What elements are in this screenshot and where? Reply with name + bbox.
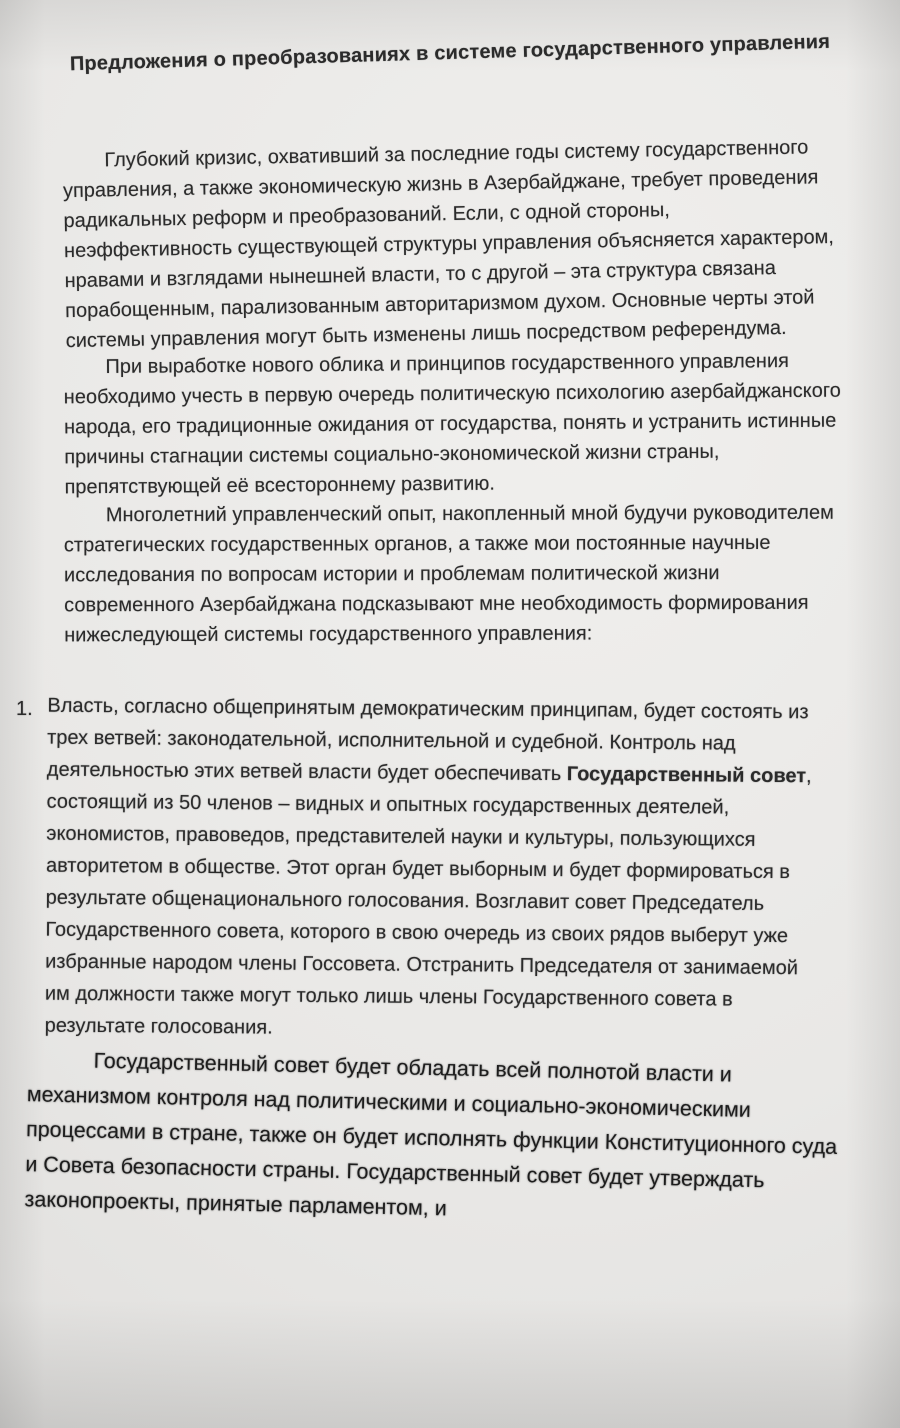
list-item-1	[16, 693, 900, 1226]
document-page	[0, 30, 900, 1226]
list-item-1-number: 1.	[16, 698, 33, 720]
paragraph-new-principles: При выработке нового облика и принципов государственного управления необходимо учесть в первую очередь политическую психологию азербайджанского народа, его традиционные ожидания от государства, понять и устранить истинные причины стагнации системы социально-экономической жизни страны, препятствующей её всестороннему развитию.	[63, 350, 841, 499]
state-council-bold-term: Государственный совет	[566, 763, 807, 788]
list-item-1-continuation: Государственный совет будет обладать всей полнотой власти и механизмом контроля над политическими и социально-экономическими процессами в стране, также он будет исполнять функции Конституционного суда и Совета безопасности страны. Государственный совет будет утверждать законопроекты, принятые парламентом, и	[24, 1048, 838, 1221]
list-item-1-text-tail: , состоящий из 50 членов – видных и опытных государственных деятелей, экономистов, правоведов, представителей науки и культуры, пользующихся авторитетом в обществе. Этот орган будет выборным и будет формироваться в результате общенационального голосования. Возглавит совет Председатель Государственного совета, которого в свою очередь из своих рядов выберут уже избранные народом члены Госсовета. Отстранить Председателя от занимаемой им должности также могут только лишь члены Государственного совета в результате голосования.	[44, 765, 812, 1039]
list-item-1-text	[44, 690, 823, 1049]
paragraph-experience: Многолетний управленческий опыт, накопленный мной будучи руководителем стратегических государственных органов, а также мои постоянные научные исследования по вопросам истории и проблемам политической жизни современного Азербайджана подсказывают мне необходимость формирования нижеследующей системы государственного управления:	[63, 501, 834, 647]
list-item-1-body	[24, 693, 862, 1226]
paragraph-crisis-intro: Глубокий кризис, охвативший за последние годы систему государственного управления, а также экономическую жизнь в Азербайджане, требует проведения радикальных реформ и преобразований. Если, с одной стороны, неэффективность существующей структуры управления объясняется характером, нравами и взглядами нынешней власти, то с другой – эта структура связана порабощенным, парализованным авторитаризмом духом. Основные черты этой системы управления могут быть изменены лишь посредством референдума.	[62, 136, 835, 353]
list-item-1-text-lead: Власть, согласно общепринятым демократическим принципам, будет состоять из трех ветвей: законодательной, исполнительной и судебной. Контроль над деятельностью этих ветвей власти будет обеспечивать	[46, 694, 809, 786]
document-title: Предложения о преобразованиях в системе государственного управления	[69, 30, 831, 76]
